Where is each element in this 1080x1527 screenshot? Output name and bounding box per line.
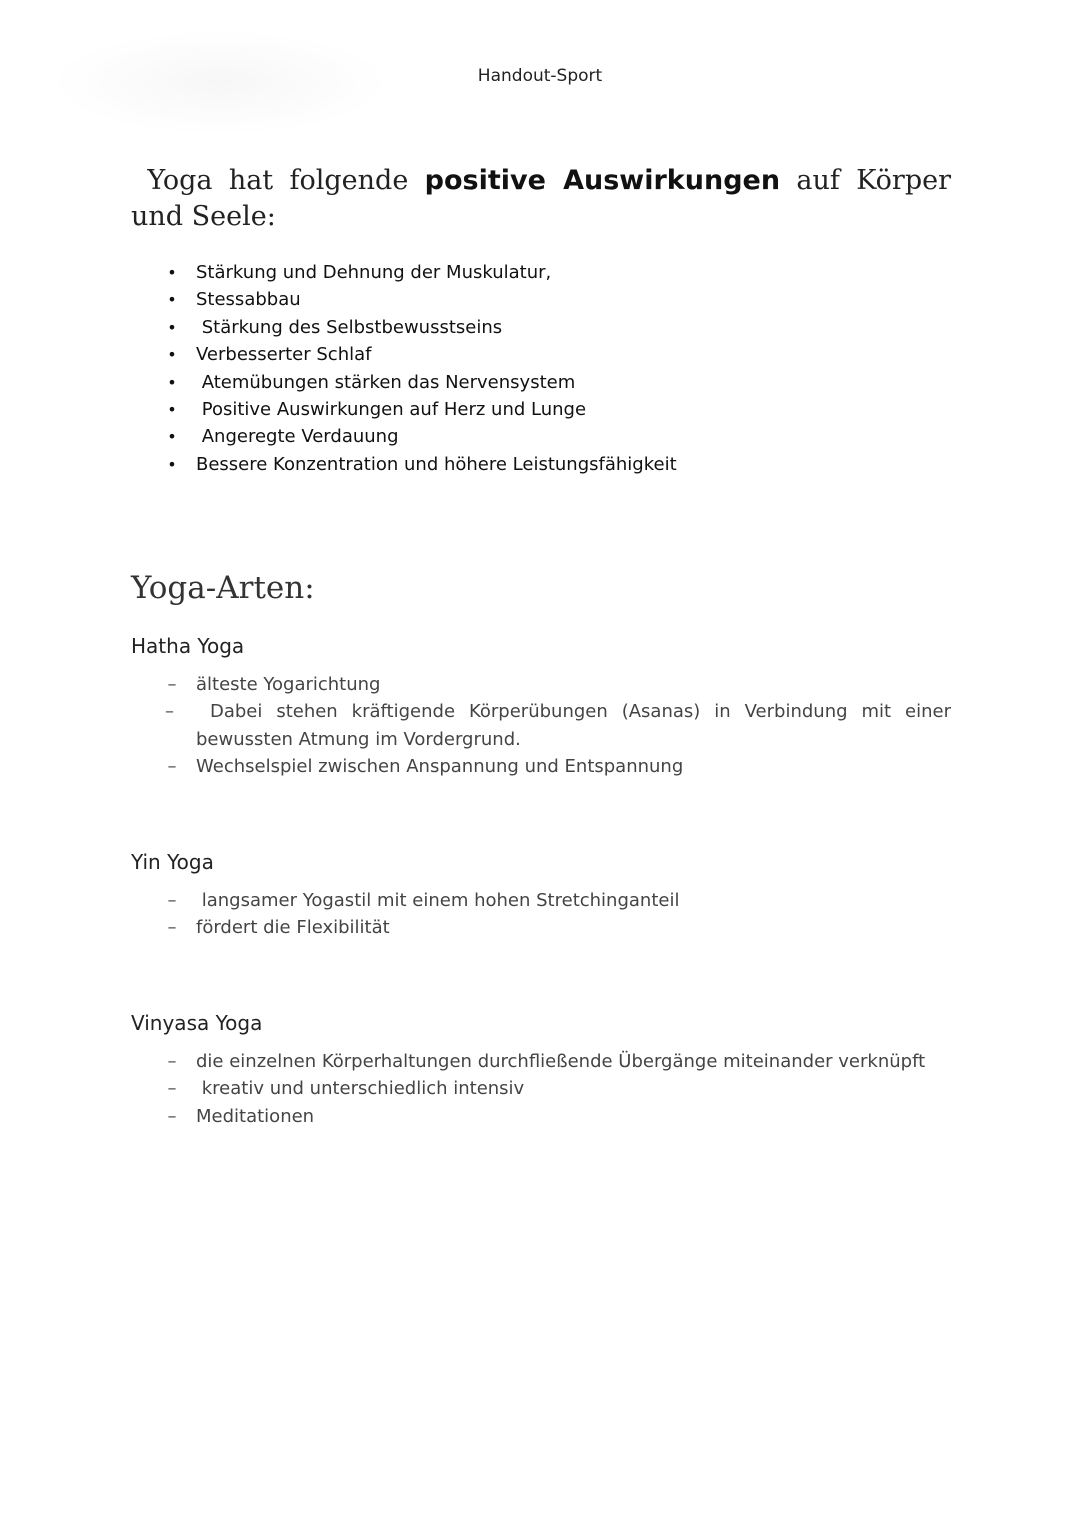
yin-yoga-list bbox=[165, 887, 951, 942]
list-item bbox=[166, 396, 677, 423]
section-title-yoga-types: Yoga-Arten: bbox=[131, 570, 315, 606]
subheading-yin-yoga: Yin Yoga bbox=[131, 850, 214, 874]
intro-text-after: auf Körper und Seele: bbox=[131, 165, 952, 232]
list-item-text: kreativ und unterschiedlich intensiv bbox=[201, 1078, 525, 1100]
list-item bbox=[165, 1075, 951, 1102]
page-header-title: Handout-Sport bbox=[477, 66, 603, 86]
intro-text-before: Yoga hat folgende bbox=[147, 165, 425, 196]
bullet-icon: • bbox=[167, 454, 177, 474]
list-item-text: Wechselspiel zwischen Anspannung und Entspannung bbox=[196, 756, 684, 778]
list-item bbox=[166, 423, 677, 450]
list-item bbox=[165, 887, 951, 914]
list-item-text: Stärkung des Selbstbewusstseins bbox=[201, 316, 503, 338]
bullet-icon: • bbox=[167, 290, 177, 310]
bullet-icon: • bbox=[167, 427, 177, 447]
list-item-text: fördert die Flexibilität bbox=[196, 917, 390, 939]
benefits-list bbox=[166, 259, 677, 478]
list-item-text: Dabei stehen kräftigende Körperübungen (Asanas) in Verbindung mit einer bewussten Atmung im Vordergrund. bbox=[196, 701, 951, 750]
dash-icon: – bbox=[167, 1105, 177, 1127]
dash-icon: – bbox=[167, 756, 177, 778]
hatha-yoga-list bbox=[165, 671, 951, 781]
dash-icon: – bbox=[167, 1051, 177, 1072]
bullet-icon: • bbox=[167, 372, 177, 392]
list-item-text: Stärkung und Dehnung der Muskulatur, bbox=[196, 262, 552, 283]
dash-icon: – bbox=[167, 674, 177, 695]
list-item bbox=[165, 753, 951, 780]
list-item bbox=[165, 1103, 951, 1130]
list-item-text: Positive Auswirkungen auf Herz und Lunge bbox=[201, 398, 587, 420]
list-item bbox=[165, 914, 951, 941]
list-item-text: langsamer Yogastil mit einem hohen Stretchinganteil bbox=[201, 890, 680, 911]
list-item-text: älteste Yogarichtung bbox=[196, 674, 381, 695]
intro-text-emphasis: positive Auswirkungen bbox=[424, 165, 781, 196]
dash-icon: – bbox=[167, 890, 177, 911]
list-item bbox=[166, 451, 677, 478]
list-item bbox=[166, 369, 677, 396]
list-item bbox=[166, 259, 677, 286]
vinyasa-yoga-list bbox=[165, 1048, 951, 1130]
list-item bbox=[165, 671, 951, 698]
list-item-text: die einzelnen Körperhaltungen durchfließende Übergänge miteinander verknüpft bbox=[196, 1051, 926, 1072]
list-item bbox=[165, 1048, 951, 1075]
intro-paragraph bbox=[131, 163, 951, 235]
list-item bbox=[166, 286, 677, 313]
list-item bbox=[165, 698, 951, 753]
list-item bbox=[166, 341, 677, 368]
list-item-text: Bessere Konzentration und höhere Leistungsfähigkeit bbox=[196, 453, 677, 475]
bullet-icon: • bbox=[167, 399, 177, 419]
list-item bbox=[166, 314, 677, 341]
bullet-icon: • bbox=[167, 317, 177, 337]
dash-icon: – bbox=[165, 701, 174, 723]
dash-icon: – bbox=[167, 917, 177, 939]
bullet-icon: • bbox=[167, 345, 177, 365]
dash-icon: – bbox=[167, 1078, 177, 1100]
list-item-text: Atemübungen stärken das Nervensystem bbox=[201, 371, 576, 393]
subheading-hatha-yoga: Hatha Yoga bbox=[131, 634, 245, 658]
list-item-text: Angeregte Verdauung bbox=[201, 426, 399, 448]
list-item-text: Meditationen bbox=[196, 1105, 315, 1127]
subheading-vinyasa-yoga: Vinyasa Yoga bbox=[131, 1011, 263, 1035]
bullet-icon: • bbox=[167, 263, 177, 282]
list-item-text: Verbesserter Schlaf bbox=[196, 344, 372, 366]
list-item-text: Stessabbau bbox=[196, 289, 301, 311]
